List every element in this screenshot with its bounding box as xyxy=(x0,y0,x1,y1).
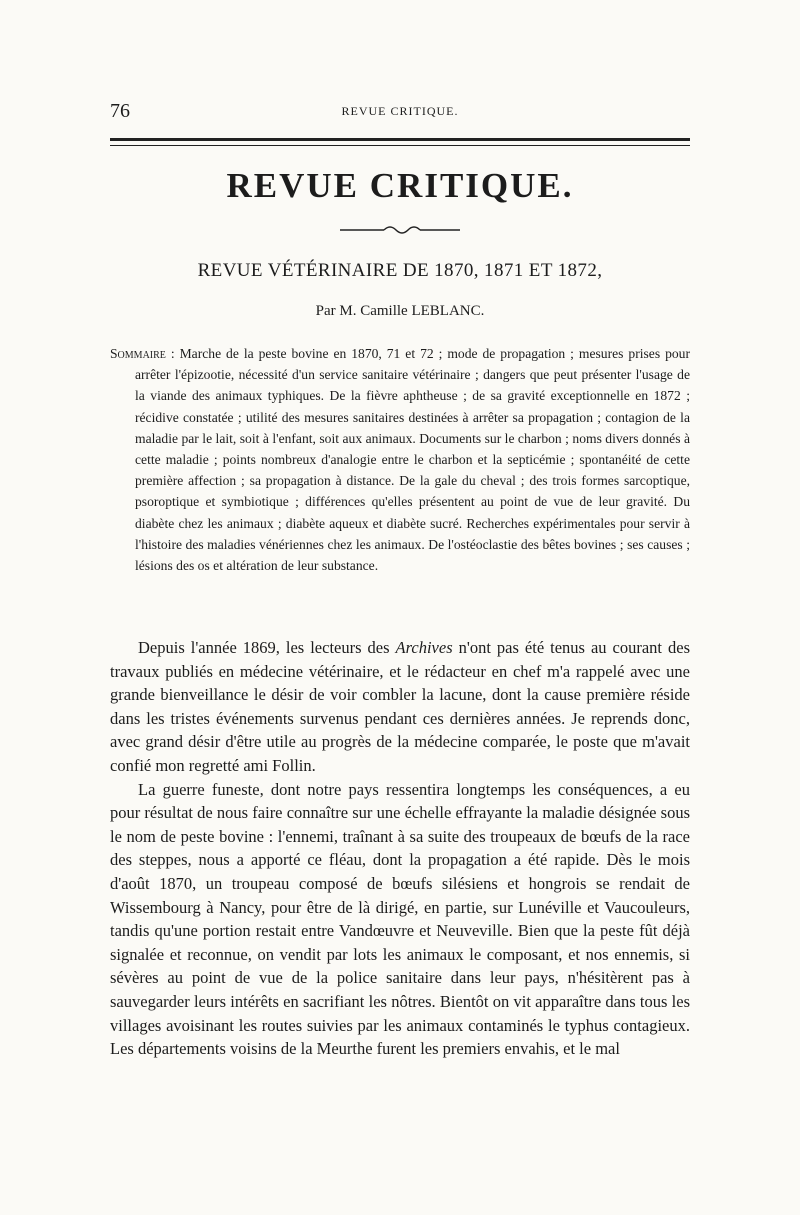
paragraph-2: La guerre funeste, dont notre pays ressentira longtemps les conséquences, a eu pour résultat de nous faire connaître sur une échelle effrayante la maladie désignée sous le nom de peste bovine : l'ennemi, traînant à sa suite des troupeaux de bœufs de la race des steppes, nous a apporté ce fléau, dont la propagation a été rapide. Dès le mois d'août 1870, un troupeau composé de bœufs silésiens et hongrois se rendait de Wissembourg à Nancy, pour être de là dirigé, en partie, sur Lunéville et Vaucouleurs, tandis qu'une portion restait entre Vandœuvre et Neuveville. Bien que la peste fût déjà signalée et reconnue, on vendit par lots les animaux le composant, et nos ennemis, si sévères au point de vue de la police sanitaire dans leur pays, n'hésitèrent pas à sauvegarder leurs intérêts en sacrifiant les nôtres. Bientôt on vit apparaître dans tous les villages avoisinant les routes suivies par les animaux contaminés le typhus contagieux. Les départements voisins de la Meurthe furent les premiers envahis, et le mal xyxy=(110,779,690,1059)
paragraph-1 xyxy=(110,636,690,778)
article-subtitle: REVUE VÉTÉRINAIRE DE 1870, 1871 ET 1872, xyxy=(197,260,603,281)
author-line: Par M. Camille LEBLANC. xyxy=(315,303,485,319)
running-head xyxy=(110,100,690,124)
summary-text: : Marche de la peste bovine en 1870, 71 et 72 ; mode de propagation ; mesures prises pour arrêter l'épizootie, nécessité d'un service sanitaire vétérinaire ; dangers que peut présenter l'usage de la viande des animaux typhiques. De la fièvre aphtheuse ; de sa gravité exceptionnelle en 1872 ; récidive constatée ; utilité des mesures sanitaires destinées à arrêter sa propagation ; contagion de la maladie par le lait, soit à l'enfant, soit aux animaux. Documents sur le charbon ; noms divers donnés à cette maladie ; points nombreux d'analogie entre le charbon et la septicémie ; spontanéité de cette première affection ; sa propagation à distance. De la gale du cheval ; des trois formes sarcoptique, psoroptique et symbiotique ; différences qu'elles présentent au point de vue de leur gravité. Du diabète chez les animaux ; diabète aqueux et diabète sucré. Recherches expérimentales pour servir à l'histoire des maladies vénériennes chez les animaux. De l'ostéoclastie des bêtes bovines ; ses causes ; lésions des os et altération de leur substance. xyxy=(135,346,690,574)
page-title: REVUE CRITIQUE. xyxy=(226,166,574,205)
paragraph-1-start: Depuis l'année 1869, les lecteurs des xyxy=(138,638,396,657)
summary-label: Sommaire xyxy=(110,346,166,361)
paragraph-1-end: n'ont pas été tenus au courant des travaux publiés en médecine vétérinaire, et le rédacteur en chef m'a rappelé avec une grande bienveillance le désir de voir combler la lacune, dont la cause première réside dans les tristes événements survenus pendant ces dernières années. Je reprends donc, avec grand désir d'être utile au progrès de la médecine comparée, le poste que m'avait confié mon regretté ami Follin. xyxy=(110,638,690,775)
book-page xyxy=(110,0,690,1215)
summary-block xyxy=(110,343,690,576)
journal-name: Archives xyxy=(395,638,453,657)
header-rule xyxy=(110,138,690,146)
ornament-divider xyxy=(340,224,460,236)
running-title: REVUE CRITIQUE. xyxy=(341,104,459,118)
page-number: 76 xyxy=(110,100,130,122)
body-text xyxy=(110,636,690,1061)
